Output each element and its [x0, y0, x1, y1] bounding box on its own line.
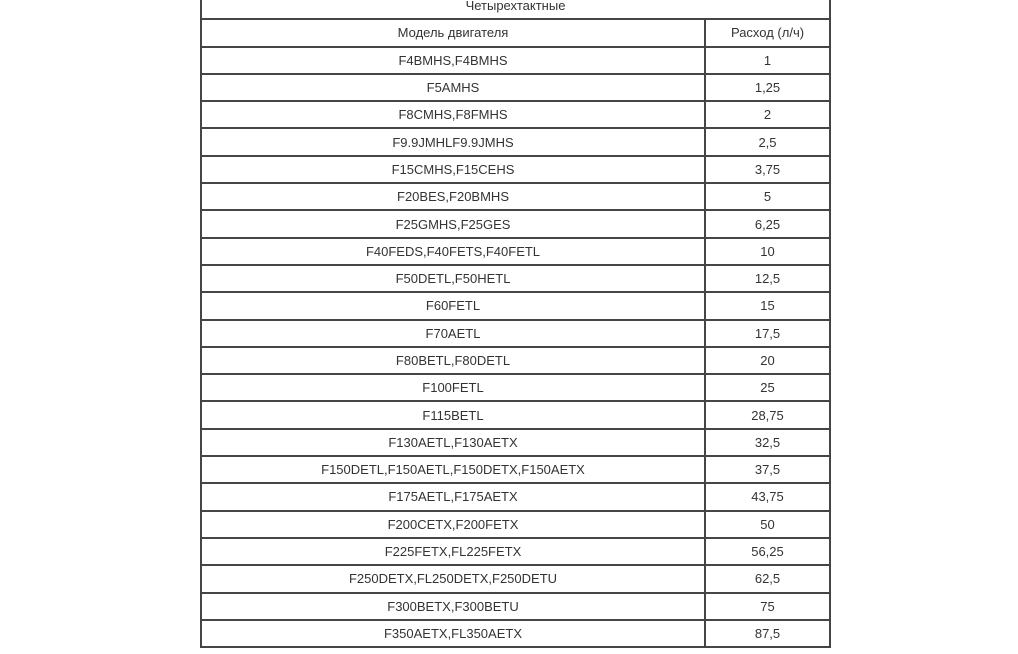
table-row — [201, 128, 830, 155]
model-cell: F4BMHS,F4BMHS — [201, 47, 705, 74]
model-cell: F60FETL — [201, 292, 705, 319]
model-cell: F350AETX,FL350AETX — [201, 620, 705, 647]
table-title-row — [201, 0, 830, 19]
consumption-cell: 10 — [705, 238, 830, 265]
consumption-cell: 87,5 — [705, 620, 830, 647]
table-row — [201, 183, 830, 210]
model-cell: F300BETX,F300BETU — [201, 593, 705, 620]
table-row — [201, 593, 830, 620]
consumption-cell: 62,5 — [705, 565, 830, 592]
consumption-cell: 15 — [705, 292, 830, 319]
consumption-cell: 37,5 — [705, 456, 830, 483]
table-row — [201, 156, 830, 183]
model-cell: F200CETX,F200FETX — [201, 511, 705, 538]
table-body — [201, 47, 830, 648]
model-cell: F9.9JMHLF9.9JMHS — [201, 128, 705, 155]
consumption-cell: 2,5 — [705, 128, 830, 155]
table-row — [201, 483, 830, 510]
consumption-cell: 75 — [705, 593, 830, 620]
consumption-cell: 1,25 — [705, 74, 830, 101]
consumption-cell: 17,5 — [705, 320, 830, 347]
table-row — [201, 401, 830, 428]
model-cell: F40FEDS,F40FETS,F40FETL — [201, 238, 705, 265]
model-cell: F15CMHS,F15CEHS — [201, 156, 705, 183]
model-cell: F25GMHS,F25GES — [201, 210, 705, 237]
table-row — [201, 429, 830, 456]
engine-consumption-table — [200, 0, 831, 648]
model-cell: F100FETL — [201, 374, 705, 401]
table-row — [201, 320, 830, 347]
table-row — [201, 292, 830, 319]
model-cell: F50DETL,F50HETL — [201, 265, 705, 292]
model-cell: F225FETX,FL225FETX — [201, 538, 705, 565]
consumption-cell: 32,5 — [705, 429, 830, 456]
consumption-cell: 50 — [705, 511, 830, 538]
consumption-cell: 1 — [705, 47, 830, 74]
table-row — [201, 374, 830, 401]
table-row — [201, 210, 830, 237]
model-cell: F70AETL — [201, 320, 705, 347]
consumption-cell: 12,5 — [705, 265, 830, 292]
table-row — [201, 565, 830, 592]
model-cell: F250DETX,FL250DETX,F250DETU — [201, 565, 705, 592]
model-cell: F175AETL,F175AETX — [201, 483, 705, 510]
column-header-consumption: Расход (л/ч) — [705, 19, 830, 46]
table-row — [201, 511, 830, 538]
consumption-cell: 56,25 — [705, 538, 830, 565]
model-cell: F150DETL,F150AETL,F150DETX,F150AETX — [201, 456, 705, 483]
consumption-cell: 5 — [705, 183, 830, 210]
table-row — [201, 265, 830, 292]
consumption-cell: 20 — [705, 347, 830, 374]
table-row — [201, 620, 830, 647]
model-cell: F8CMHS,F8FMHS — [201, 101, 705, 128]
consumption-cell: 28,75 — [705, 401, 830, 428]
consumption-cell: 6,25 — [705, 210, 830, 237]
model-cell: F20BES,F20BMHS — [201, 183, 705, 210]
table-row — [201, 238, 830, 265]
consumption-cell: 2 — [705, 101, 830, 128]
consumption-cell: 25 — [705, 374, 830, 401]
table-row — [201, 101, 830, 128]
consumption-cell: 3,75 — [705, 156, 830, 183]
table-row — [201, 347, 830, 374]
model-cell: F130AETL,F130AETX — [201, 429, 705, 456]
table-title: Четырехтактные — [201, 0, 830, 19]
model-cell: F115BETL — [201, 401, 705, 428]
table-row — [201, 456, 830, 483]
table-row — [201, 74, 830, 101]
table-header-row — [201, 19, 830, 46]
model-cell: F5AMHS — [201, 74, 705, 101]
model-cell: F80BETL,F80DETL — [201, 347, 705, 374]
consumption-cell: 43,75 — [705, 483, 830, 510]
table-row — [201, 538, 830, 565]
table-head — [201, 0, 830, 47]
column-header-model: Модель двигателя — [201, 19, 705, 46]
table-row — [201, 47, 830, 74]
